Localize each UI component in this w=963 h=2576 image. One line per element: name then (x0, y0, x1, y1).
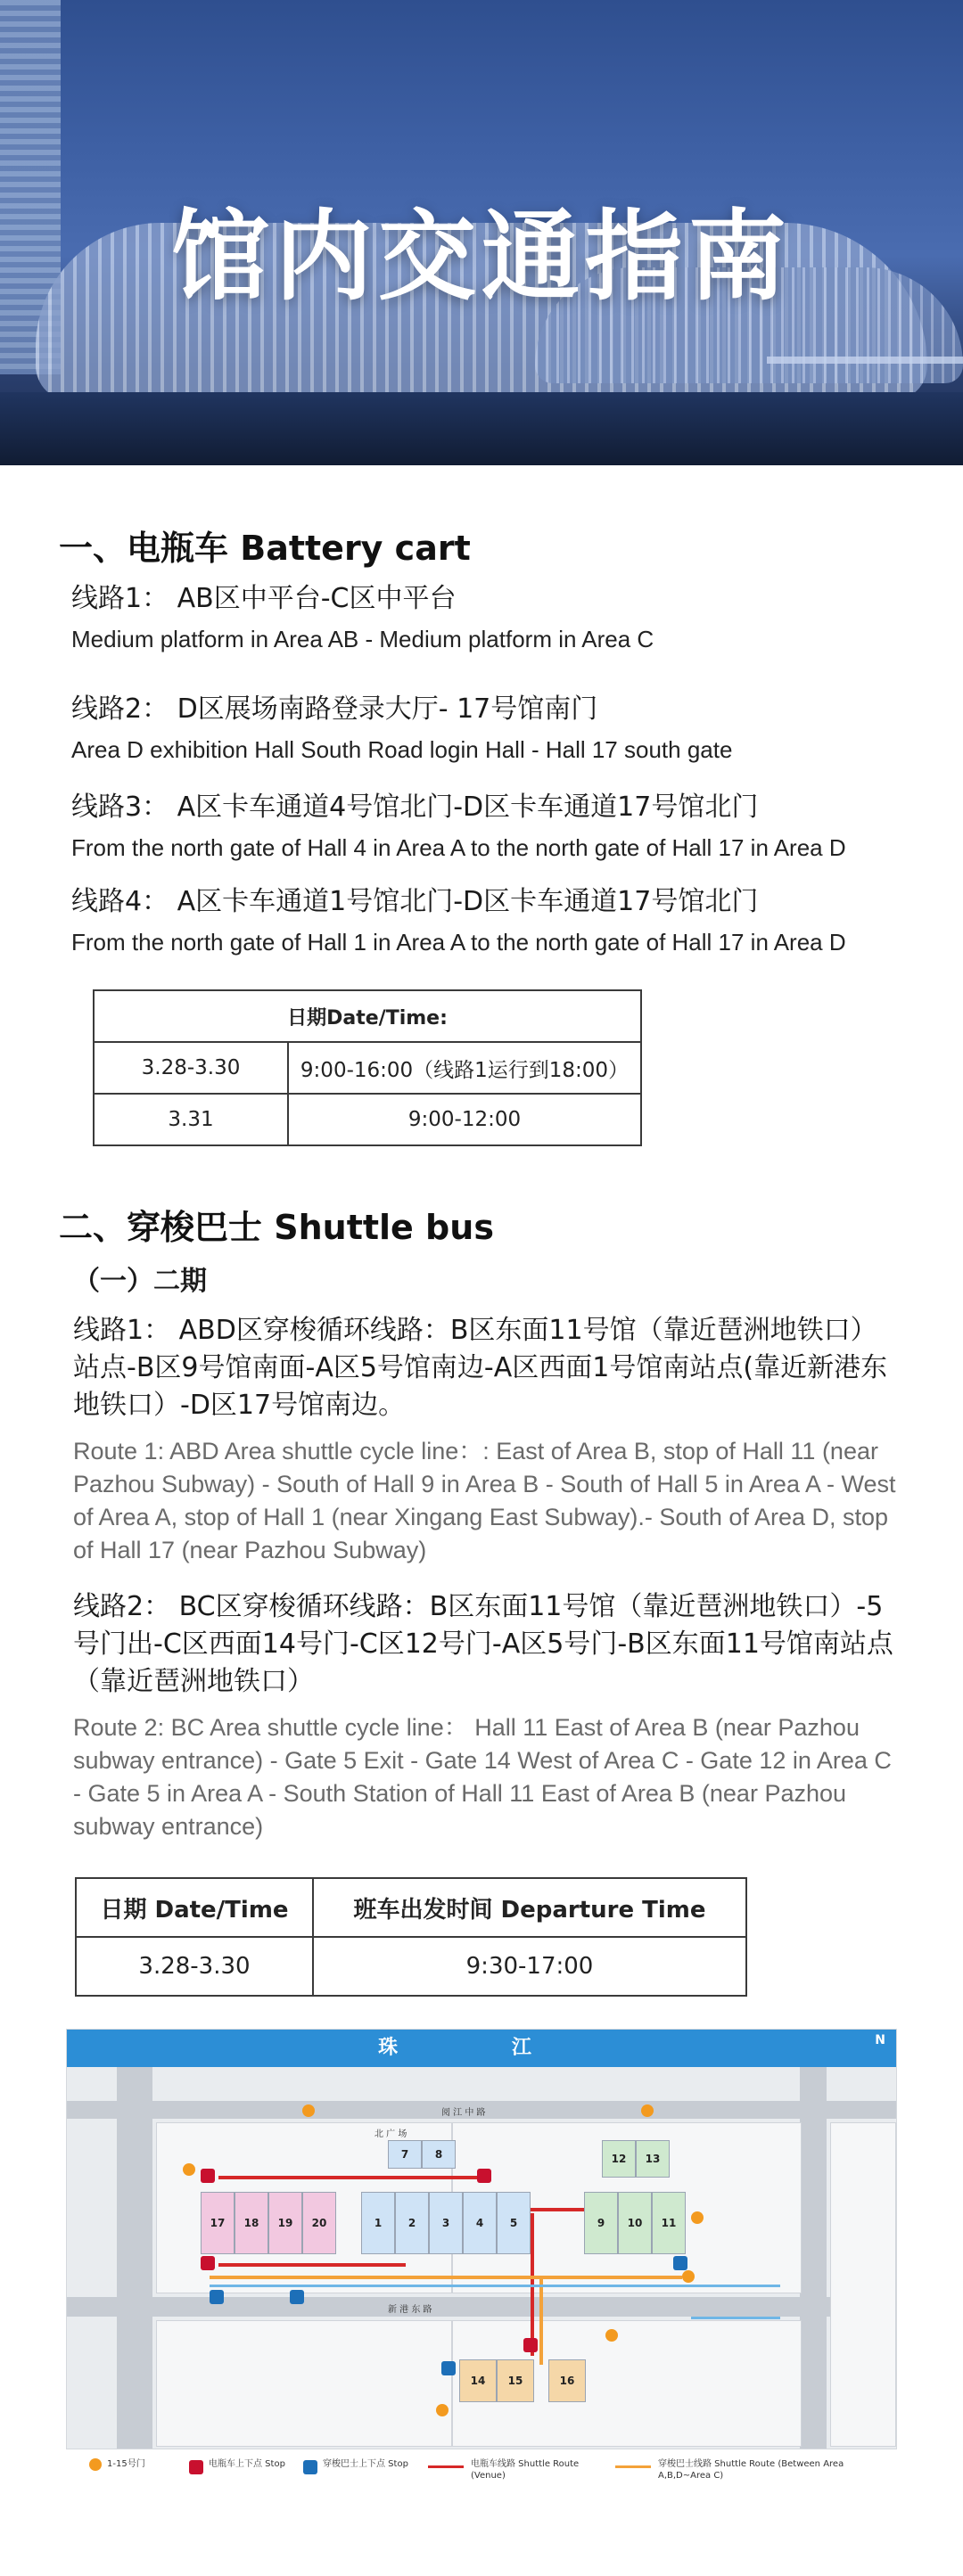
cart-stop-icon (477, 2169, 491, 2183)
gate-icon (682, 2270, 695, 2283)
cart-route-line (531, 2208, 584, 2211)
route-en: From the north gate of Hall 4 in Area A to the north gate of Hall 17 in Area D (71, 834, 846, 861)
bus-stop-icon (210, 2290, 224, 2304)
route-en: Area D exhibition Hall South Road login Hall - Hall 17 south gate (71, 736, 733, 763)
hall-19: 19 (268, 2192, 302, 2254)
legend-cart-route: 电瓶车线路 Shuttle Route (Venue) (471, 2459, 580, 2481)
bus-stop-legend-icon (303, 2460, 317, 2474)
battery-route-3 (71, 790, 927, 865)
battery-route-4 (71, 884, 927, 959)
hall-5: 5 (497, 2192, 531, 2254)
river-label: 珠 江 (67, 2030, 896, 2067)
table-cell-date: 3.28-3.30 (94, 1042, 288, 1094)
north-plaza-label: 北 广 场 (374, 2129, 407, 2139)
gate-legend-icon (89, 2458, 102, 2471)
block-sw (156, 2320, 452, 2447)
hall-14: 14 (459, 2359, 497, 2402)
table-row (76, 1937, 746, 1996)
shuttle-route-line (210, 2276, 682, 2279)
table-row (94, 990, 641, 1042)
table-cell-time: 9:30-17:00 (313, 1937, 746, 1996)
table-cell-date: 3.28-3.30 (76, 1937, 313, 1996)
gate-icon (605, 2329, 618, 2342)
cart-stop-legend-icon (189, 2460, 203, 2474)
road-mid-label: 新 港 东 路 (388, 2305, 432, 2315)
route-en: Medium platform in Area AB - Medium platform in Area C (71, 626, 654, 652)
bus-stop-icon (441, 2361, 456, 2375)
route-en: Route 2: BC Area shuttle cycle line： Hall 11 East of Area B (near Pazhou subway entrance) - Gate 5 Exit - Gate 14 West of Area C - Gate 12 in Area C - Gate 5 in Area A - South Station of Hall 11 East of Area B (near Pazhou subway entrance) (73, 1714, 892, 1840)
route-cn: 线路2： D区展场南路登录大厅- 17号馆南门 (71, 693, 598, 725)
cart-route-legend-icon (428, 2465, 464, 2468)
hall-7: 7 (388, 2140, 422, 2169)
table-row (94, 1094, 641, 1145)
battery-route-1 (71, 581, 927, 656)
table-cell-time: 9:00-12:00 (288, 1094, 641, 1145)
table-row (94, 1042, 641, 1094)
hall-17: 17 (201, 2192, 235, 2254)
table-cell-time: 9:00-16:00（线路1运行到18:00） (288, 1042, 641, 1094)
road-west (117, 2067, 152, 2449)
hall-11: 11 (652, 2192, 686, 2254)
route-cn: 线路1： AB区中平台-C区中平台 (71, 583, 457, 614)
hall-1: 1 (361, 2192, 395, 2254)
battery-route-2 (71, 692, 927, 767)
hall-12: 12 (602, 2140, 636, 2178)
cart-route-line (218, 2263, 406, 2267)
table-header: 日期Date/Time: (94, 990, 641, 1042)
gate-icon (183, 2163, 195, 2176)
route-cn: 线路1： ABD区穿梭循环线路：B区东面11号馆（靠近琶洲地铁口）站点-B区9号馆南面-A区5号馆南边-A区西面1号馆南站点(靠近新港东地铁口）-D区17号馆南边。 (73, 1315, 888, 1421)
hall-20: 20 (302, 2192, 336, 2254)
route-cn: 线路4： A区卡车通道1号馆北门-D区卡车通道17号馆北门 (71, 886, 759, 917)
shuttle-schedule-table (75, 1877, 747, 1997)
shuttle-route-blue-line (210, 2285, 780, 2287)
cart-route-line (218, 2176, 486, 2179)
battery-cart-title: 一、电瓶车 Battery cart (59, 529, 471, 568)
hall-8: 8 (422, 2140, 456, 2169)
hall-10: 10 (618, 2192, 652, 2254)
road-mid (67, 2297, 896, 2317)
hero-banner (0, 0, 963, 465)
hall-2: 2 (395, 2192, 429, 2254)
legend-bus-stop: 穿梭巴士上下点 Stop (323, 2459, 408, 2469)
route-cn: 线路2： BC区穿梭循环线路：B区东面11号馆（靠近琶洲地铁口）-5号门出-C区西面14号门-C区12号门-A区5号门-B区东面11号馆南站点（靠近琶洲地铁口） (73, 1591, 893, 1697)
shuttle-route-1 (73, 1312, 902, 1567)
legend-gates: 1-15号门 (107, 2459, 145, 2469)
gate-icon (641, 2104, 654, 2117)
cart-stop-icon (201, 2256, 215, 2270)
venue-map (66, 2029, 897, 2449)
bus-stop-icon (673, 2256, 687, 2270)
map-legend (89, 2453, 874, 2489)
hall-13: 13 (636, 2140, 670, 2178)
table-header-time: 班车出发时间 Departure Time (313, 1878, 746, 1937)
shuttle-route-line (539, 2276, 543, 2365)
bridge-image (767, 357, 963, 364)
hall-9: 9 (584, 2192, 618, 2254)
bus-route-legend-icon (615, 2465, 651, 2468)
gate-icon (302, 2104, 315, 2117)
route-cn: 线路3： A区卡车通道4号馆北门-D区卡车通道17号馆北门 (71, 792, 759, 823)
shuttle-bus-title: 二、穿梭巴士 Shuttle bus (59, 1208, 494, 1247)
page-title: 馆内交通指南 (171, 200, 792, 314)
gate-icon (691, 2211, 704, 2224)
hall-15: 15 (497, 2359, 534, 2402)
hall-4: 4 (463, 2192, 497, 2254)
table-row (76, 1878, 746, 1937)
gate-icon (436, 2404, 449, 2416)
cart-stop-icon (201, 2169, 215, 2183)
shuttle-route-blue-line (691, 2317, 780, 2319)
hall-16: 16 (548, 2359, 586, 2402)
bus-stop-icon (290, 2290, 304, 2304)
north-arrow-icon: N (875, 2033, 885, 2047)
road-north-label: 阅 江 中 路 (441, 2108, 486, 2118)
legend-bus-route: 穿梭巴士线路 Shuttle Route (Between Area A,B,D~Area C) (658, 2459, 844, 2481)
route-en: From the north gate of Hall 1 in Area A to the north gate of Hall 17 in Area D (71, 929, 846, 956)
table-header-date: 日期 Date/Time (76, 1878, 313, 1937)
cart-stop-icon (523, 2338, 538, 2352)
hall-3: 3 (429, 2192, 463, 2254)
road-east (800, 2067, 827, 2449)
phase-two-subtitle: （一）二期 (73, 1266, 207, 1297)
route-en: Route 1: ABD Area shuttle cycle line：: East of Area B, stop of Hall 11 (near Pazhou Subway) - South of Hall 9 in Area B - South of Hall 5 in Area A - West of Area A, stop of Hall 1 (near Xingang East Subway).- South of Area D, stop of Hall 17 (near Pazhou Subway) (73, 1438, 896, 1563)
table-cell-date: 3.31 (94, 1094, 288, 1145)
hall-18: 18 (235, 2192, 268, 2254)
shuttle-route-2 (73, 1588, 902, 1843)
ground-image (0, 392, 963, 465)
block-east (830, 2122, 896, 2447)
battery-schedule-table (93, 989, 642, 1146)
legend-cart-stop: 电瓶车上下点 Stop (209, 2459, 285, 2469)
